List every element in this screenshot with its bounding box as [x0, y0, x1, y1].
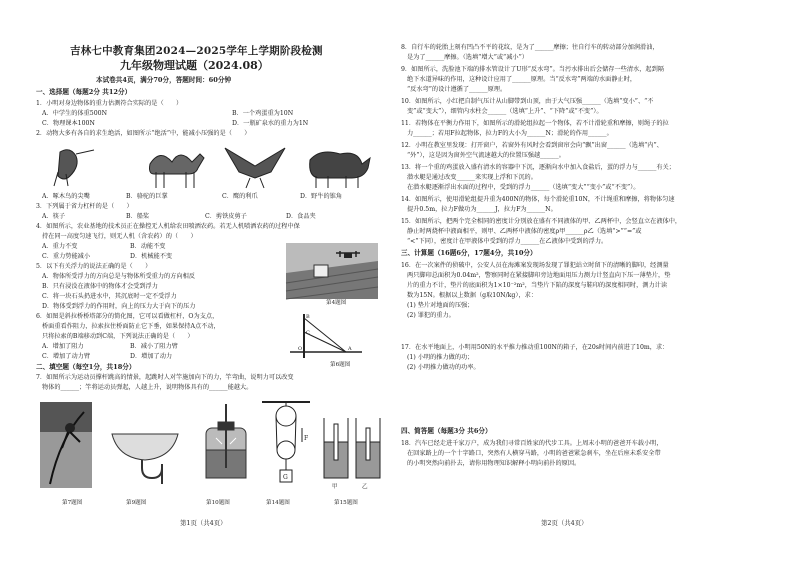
- svg-text:O: O: [298, 346, 303, 352]
- q4-option-b: B．动能不变: [130, 243, 166, 250]
- two-beakers-image: [324, 418, 380, 478]
- q5-option-a: A．物体所受浮力的方向总是与物体所受重力的方向相反: [42, 273, 195, 280]
- q4-stem-line1: 4．如图所示，农业基地的技术员正在操控无人机给农田喷洒农药。若无人机喷洒农药的过程中保: [36, 223, 300, 230]
- fig4-caption: 第4题图: [326, 300, 347, 306]
- q10-line2: 变”或“变大”），细管内水柱会______（选填“上升”、“下降”或“不变”）。: [407, 108, 603, 115]
- q17-part1: (1) 小明的推力做的功；: [407, 354, 474, 361]
- pulley-system-image: [262, 402, 310, 482]
- q6-option-c: C．增加了动力臂: [42, 353, 91, 360]
- q11-line2: 力______；若用F拉起物体，拉力F的大小为______N；滑轮的作用______。: [407, 130, 613, 137]
- fig6-caption: 第6题图: [330, 362, 351, 368]
- q13-line3: 在潜水艇逐渐浮出水面的过程中，受到的浮力______（选填“变大”“变小”或“不变”）。: [407, 184, 640, 191]
- bison-image: [310, 152, 370, 188]
- section-fill: 二、填空题（每空1分，共18分）: [36, 363, 136, 371]
- q4-option-a: A．重力不变: [42, 243, 78, 250]
- q3-option-d: D．食品夹: [286, 213, 316, 220]
- fig9-caption: 第9题图: [126, 500, 147, 506]
- q1-option-d: D．一瓶矿泉水的重力为1N: [232, 120, 309, 127]
- q10-line1: 10．如图所示，小红把自制气压计从山脚带到山顶，由于大气压强______（选填“变小”、“不: [401, 98, 654, 105]
- fig10-caption: 第10题图: [206, 500, 230, 506]
- q2-option-b: B．骆驼的巨掌: [126, 193, 168, 200]
- q4-stem-line2: 持在同一高度匀速飞行，则无人机（含农药）的（ ）: [42, 233, 197, 240]
- q4-option-d: D．机械能不变: [130, 253, 173, 260]
- pole-vault-image: [40, 402, 92, 488]
- page-footer-left: 第1页（共4页）: [180, 519, 227, 527]
- fig15-caption: 第15题图: [334, 500, 358, 506]
- section-calc: 三、计算题（16题6分，17题4分，共10分）: [401, 249, 537, 257]
- q3-stem: 3．下列属于省力杠杆的是（ ）: [36, 203, 133, 210]
- q16-part2: (2) 罪犯的重力。: [407, 312, 455, 319]
- q3-option-c: C．剪铁皮剪子: [205, 213, 247, 220]
- q2-animal-images: [40, 142, 380, 192]
- q12-line2: “外”），这是因为窗外空气流速越大的位置压强越______。: [407, 152, 565, 159]
- q16-line1: 16．在一次案件的侦破中，公安人员在海滩案发现场发现了罪犯站立时留下的清晰的脚印，经测量: [401, 262, 669, 269]
- q6-option-b: B．减小了阻力臂: [130, 343, 178, 350]
- q16-line3: 片的重力不计，垫片的底面积为1×10⁻²m²，当垫片下陷的深度与鞋印的深度相同时，测力计读: [407, 282, 668, 289]
- woodpecker-image: [54, 150, 94, 186]
- q17-part2: (2) 小明推力做功的功率。: [407, 364, 480, 371]
- svg-text:A: A: [348, 346, 352, 352]
- q5-option-d: D．物体受到浮力的作用时，向上的压力大于向下的压力: [42, 303, 196, 310]
- section-short-answer: 四、简答题（每题3分 共6分）: [401, 427, 492, 435]
- svg-text:B: B: [306, 314, 310, 320]
- fig7-caption: 第7题图: [62, 500, 83, 506]
- q13-line1: 13．将一个重的鸡蛋放入盛有清水的容器中下沉，逐渐向水中加入食盐后，蛋的浮力与______有关；: [401, 164, 675, 171]
- camel-image: [150, 154, 205, 188]
- q16-part1: (1) 垫片对地面的压强；: [407, 302, 474, 309]
- q11-line1: 11．若物体在平衡力作用下，如图所示的滑轮组拉起一个物体，若不计滑轮重和摩擦，则绳子的拉: [401, 120, 669, 127]
- beaker-label-yi: 乙: [362, 484, 368, 490]
- beaker-label-jia: 甲: [332, 484, 338, 490]
- q4-option-c: C．重力势能减小: [42, 253, 91, 260]
- q9-line3: “反水弯”的设计遵循了______原理。: [407, 86, 507, 93]
- exam-info: 本试卷共4页，满分70分，答题时间：60分钟: [96, 76, 232, 84]
- q5-stem: 5．以下有关浮力的说法正确的是（ ）: [36, 263, 152, 270]
- q18-line1: 18．汽车已经走进千家万户，成为我们寻常百姓家的代步工具。上周末小明的爸爸开车载小明，: [401, 440, 663, 447]
- q1-option-a: A．中学生的体重500N: [42, 110, 108, 117]
- q2-stem: 2．动物大多有各自的求生绝活，如图所示“绝活”中，能减小压强的是（ ）: [36, 130, 251, 137]
- q12-line1: 12．小明在教室里发现：打开窗户，若窗外有风时会看到窗帘会向“飘”出窗______（选填“内”、: [401, 142, 663, 149]
- q1-stem: 1．小明对身边物体的重力估测符合实际的是（ ）: [36, 100, 183, 107]
- q6-stem-line2: 桥面重看作阻力，拉索拉住桥面防止它下垂，如果保持A点不动，: [42, 323, 220, 330]
- q9-line2: 绝下水道异味的作用，这种设计应用了______原理。当“反水弯”两端的水面静止时，: [407, 76, 637, 83]
- q3-option-b: B．船桨: [126, 213, 150, 220]
- exam-title: 吉林七中教育集团2024—2025学年上学期阶段检测: [70, 45, 323, 57]
- q16-line4: 数为15N。根据以上数据（g取10N/kg），求：: [407, 292, 538, 299]
- exam-subtitle: 九年级物理试题（2024.08）: [120, 59, 269, 72]
- q2-option-a: A．啄木鸟的尖嘴: [42, 193, 90, 200]
- q2-option-d: D．野牛的锥角: [300, 193, 343, 200]
- drone-field-image: [286, 243, 378, 299]
- q5-option-b: B．只有浸没在液体中的物体才会受到浮力: [42, 283, 158, 290]
- q18-line3: 的小明突然向前扑去，请你用物理知识解释小明向前扑的原因。: [407, 460, 581, 467]
- eagle-image: [225, 148, 285, 188]
- page-footer-right: 第2页（共4页）: [541, 519, 588, 527]
- q8-line2: 是为了______摩擦。（选填“增大”或“减小”）: [407, 54, 528, 61]
- q6-stem-line3: 只将拉索的B端移动到C端，下列说法正确的是（ ）: [42, 333, 194, 340]
- q2-option-c: C．鹰的利爪: [222, 193, 258, 200]
- q15-line2: 静止时两烧杯中液面相平，则甲、乙两杯中液体的密度ρ甲______ρ乙（选填“>”“=”或: [407, 228, 642, 235]
- right-page: [397, 0, 794, 561]
- q1-option-b: B．一个鸡蛋重为10N: [232, 110, 294, 117]
- bridge-tower-diagram: [290, 312, 370, 362]
- q3-option-a: A．筷子: [42, 213, 66, 220]
- q5-option-c: C．将一块石头扔进水中，其沉底时一定不受浮力: [42, 293, 177, 300]
- svg-text:C: C: [306, 330, 310, 336]
- q9-line1: 9．如图所示，洗脸池下端的排水管设计了U形“反水弯”。当污水排出后会储存一些清水，起到隔: [401, 66, 664, 73]
- q13-line2: 潜水艇是通过改变______来实现上浮和下沉的。: [407, 174, 537, 181]
- barometer-bottle-image: [206, 404, 246, 478]
- q7-stem-line1: 7．如图所示为运动员撑杆跳高的情景，起跳时人对竿施加向下的力，竿弯曲，说明力可以改变: [36, 374, 294, 381]
- q18-line2: 在回家路上的一个十字路口，突然有人横穿马路，小明的爸爸紧急刹车，坐在后座未系安全带: [407, 450, 661, 457]
- q14-line2: 提升0.5m，拉力F做功为______J，拉力F为______N。: [407, 206, 557, 213]
- q1-option-c: C．物理课本100N: [42, 120, 95, 127]
- q6-option-a: A．增加了阻力: [42, 343, 84, 350]
- wash-basin-image: [112, 434, 178, 484]
- q6-option-d: D．增加了动力: [130, 353, 173, 360]
- q15-line1: 15．如图所示，把两个完全相同的密度计分别放在盛有不同液体的甲、乙两杯中，会竖直立在液体中，: [401, 218, 682, 225]
- q14-line1: 14．如图所示，使用滑轮组提升重为400N的物体，每个滑轮重10N，不计绳重和摩擦，将物体匀速: [401, 196, 675, 203]
- section-choice: 一、选择题（每题2分 共12分）: [36, 88, 132, 96]
- q16-line2: 两只脚印总面积为0.04m²，警察同时在紧接脚印旁边地面用压力测力计竖直向下压一薄垫片，垫: [407, 272, 671, 279]
- q8-line1: 8．自行车的轮胎上刻有凹凸不平的花纹，是为了______摩擦；往自行车的转动部分加润滑油，: [401, 44, 659, 51]
- svg-text:F: F: [304, 435, 309, 442]
- q15-line3: “<”下同），密度计在甲液体中受到的浮力______在乙液体中受到的浮力。: [407, 238, 608, 245]
- q17-line1: 17．在水平地面上，小明用50N的水平推力推动重100N的箱子，在20s时间内前进了10m，求：: [401, 344, 669, 351]
- q7-stem-line2: 物体的______；竿将运动员弹起，人越上升，说明物体具有的______能越大。: [42, 384, 253, 391]
- svg-text:G: G: [283, 474, 288, 481]
- figure-row-bottom: [40, 398, 380, 498]
- fig14-caption: 第14题图: [266, 500, 290, 506]
- q6-stem-line1: 6．如图是斜拉桥桥塔部分的简化图，它可以看做杠杆，O为支点，: [36, 313, 219, 320]
